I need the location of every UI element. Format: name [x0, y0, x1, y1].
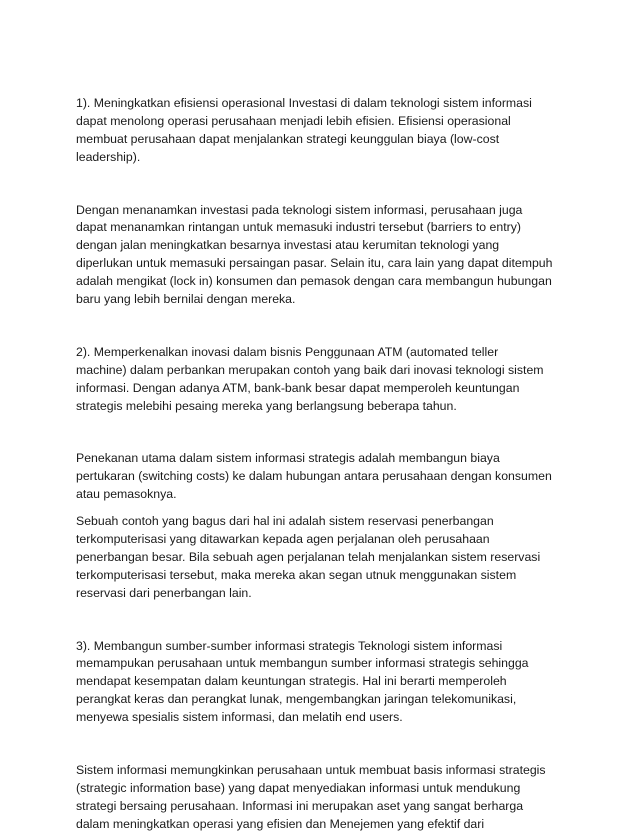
paragraph-spacer — [76, 167, 576, 202]
text-line: strategi bersaing perusahaan. Informasi ini merupakan aset yang sangat berharga — [76, 798, 524, 813]
text-line: dapat menanamkan rintangan untuk memasuki industri tersebut (barriers to entry) — [76, 220, 521, 235]
text-line: 1). Meningkatkan efisiensi operasional Investasi di dalam teknologi sistem informasi — [76, 96, 532, 110]
text-line: reservasi dari penerbangan lain. — [76, 585, 252, 600]
text-line: leadership). — [76, 149, 141, 164]
text-line: penerbangan besar. Bila sebuah agen perjalanan telah menjalankan sistem reservasi — [76, 549, 541, 564]
paragraph-investasi-rintangan — [76, 202, 576, 309]
text-line: adalah mengikat (lock in) konsumen dan pemasok dengan cara membangun hubungan — [76, 274, 552, 289]
text-line: 3). Membangun sumber-sumber informasi strategis Teknologi sistem informasi — [76, 638, 503, 653]
paragraph-spacer — [76, 727, 576, 762]
text-line: informasi. Dengan adanya ATM, bank-bank besar dapat memperoleh keuntungan — [76, 380, 520, 395]
document-body — [76, 95, 576, 834]
paragraph-switching-costs — [76, 450, 576, 504]
text-line: baru yang lebih bernilai dengan mereka. — [76, 292, 296, 307]
text-line: atau pemasoknya. — [76, 487, 177, 502]
text-line: Penekanan utama dalam sistem informasi strategis adalah membangun biaya — [76, 451, 500, 466]
paragraph-sumber-informasi — [76, 638, 576, 727]
paragraph-efisiensi-operasional — [76, 95, 576, 167]
paragraph-spacer — [76, 504, 576, 513]
text-line: terkomputerisasi yang ditawarkan kepada agen perjalanan oleh perusahaan — [76, 532, 490, 547]
text-line: pertukaran (switching costs) ke dalam hubungan antara perusahaan dengan konsumen — [76, 469, 552, 484]
text-line: dengan jalan meningkatkan besarnya investasi atau kerumitan teknologi yang — [76, 238, 500, 253]
text-line: (strategic information base) yang dapat menyediakan informasi untuk mendukung — [76, 780, 521, 795]
paragraph-reservasi-penerbangan — [76, 513, 576, 602]
text-line: Sistem informasi memungkinkan perusahaan untuk membuat basis informasi strategis — [76, 763, 546, 778]
text-line: memampukan perusahaan untuk membangun sumber informasi strategis sehingga — [76, 656, 529, 671]
text-line: Dengan menanamkan investasi pada teknologi sistem informasi, perusahaan juga — [76, 202, 523, 217]
text-line: diperlukan untuk memasuki persaingan pasar. Selain itu, cara lain yang dapat ditempuh — [76, 256, 553, 271]
paragraph-spacer — [76, 309, 576, 344]
paragraph-basis-informasi — [76, 762, 576, 834]
text-line: dapat menolong operasi perusahaan menjadi lebih efisien. Efisiensi operasional — [76, 113, 511, 128]
text-line: membuat perusahaan dapat menjalankan strategi keunggulan biaya (low-cost — [76, 131, 500, 146]
text-line: machine) dalam perbankan merupakan contoh yang baik dari inovasi teknologi sistem — [76, 362, 544, 377]
paragraph-spacer — [76, 603, 576, 638]
paragraph-inovasi-bisnis — [76, 344, 576, 416]
text-line: perangkat keras dan perangkat lunak, mengembangkan jaringan telekomunikasi, — [76, 692, 517, 707]
text-line: strategis melebihi pesaing mereka yang berlangsung beberapa tahun. — [76, 398, 457, 413]
text-line: dalam meningkatkan operasi yang efisien dan Menejemen yang efektif dari — [76, 816, 485, 831]
paragraph-spacer — [76, 415, 576, 450]
text-line: mendapat kesempatan dalam keuntungan strategis. Hal ini berarti memperoleh — [76, 674, 507, 689]
text-line: terkomputerisasi tersebut, maka mereka akan segan utnuk menggunakan sistem — [76, 567, 517, 582]
text-line: 2). Memperkenalkan inovasi dalam bisnis Penggunaan ATM (automated teller — [76, 344, 499, 359]
text-line: menyewa spesialis sistem informasi, dan melatih end users. — [76, 710, 403, 725]
text-line: Sebuah contoh yang bagus dari hal ini adalah sistem reservasi penerbangan — [76, 514, 494, 529]
